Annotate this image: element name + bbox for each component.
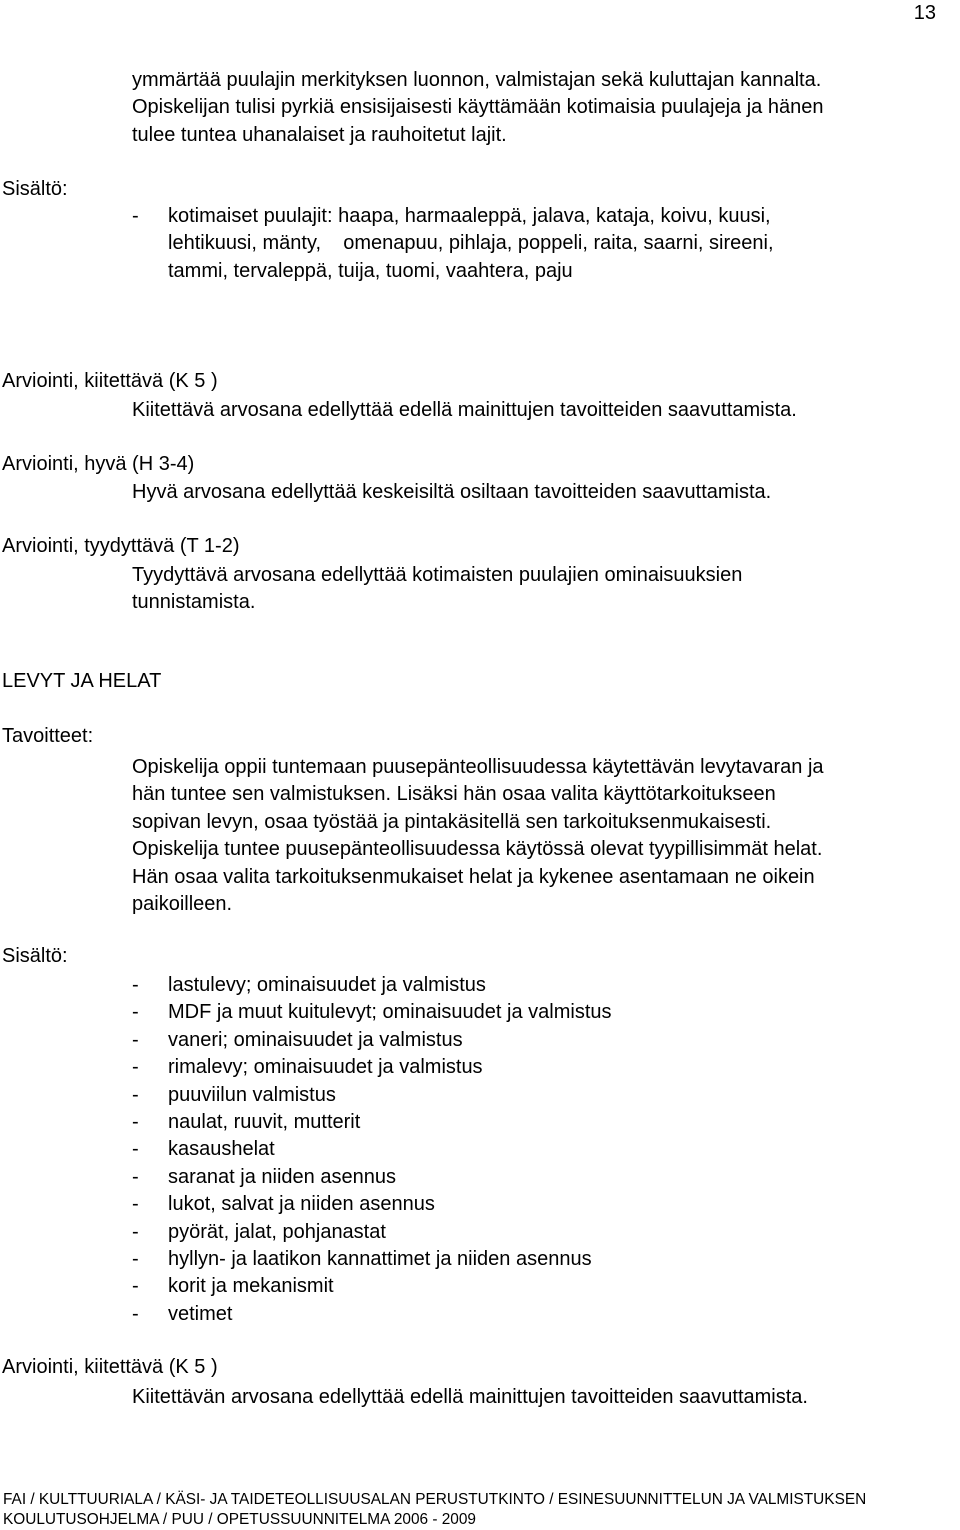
list-item: - kasaushelat <box>132 1138 275 1161</box>
goals-label: Tavoitteet: <box>2 725 94 747</box>
list-item: - korit ja mekanismit <box>132 1275 334 1298</box>
list-item: - pyörät, jalat, pohjanastat <box>132 1220 386 1243</box>
list-item: - vaneri; ominaisuudet ja valmistus <box>132 1028 463 1051</box>
assessment-heading: Arviointi, tyydyttävä (T 1-2) <box>2 535 240 557</box>
list-item-continuation: tammi, tervaleppä, tuija, tuomi, vaahtera, paju <box>168 259 573 282</box>
assessment-text: Kiitettävän arvosana edellyttää edellä mainittujen tavoitteiden saavuttamista. <box>132 1386 808 1408</box>
assessment-heading: Arviointi, hyvä (H 3-4) <box>2 453 195 475</box>
list-item: - kotimaiset puulajit: haapa, harmaaleppä, jalava, kataja, koivu, kuusi, <box>132 203 774 230</box>
content-list <box>132 972 612 1328</box>
list-item: - MDF ja muut kuitulevyt; ominaisuudet ja valmistus <box>132 1001 612 1024</box>
section-title: LEVYT JA HELAT <box>2 670 162 692</box>
list-item: - saranat ja niiden asennus <box>132 1165 396 1188</box>
intro-line: tulee tuntea uhanalaiset ja rauhoitetut lajit. <box>132 123 507 146</box>
assessment-text: Kiitettävä arvosana edellyttää edellä mainittujen tavoitteiden saavuttamista. <box>132 399 797 421</box>
intro-line: ymmärtää puulajin merkityksen luonnon, valmistajan sekä kuluttajan kannalta. <box>132 69 822 91</box>
assessment-text: Hyvä arvosana edellyttää keskeisiltä osiltaan tavoitteiden saavuttamista. <box>132 481 772 503</box>
intro-line: Opiskelijan tulisi pyrkiä ensisijaisesti käyttämään kotimaisia puulajeja ja hänen <box>132 96 824 119</box>
content-label: Sisältö: <box>2 178 68 200</box>
assessment-heading: Arviointi, kiitettävä (K 5 ) <box>2 1356 218 1378</box>
list-item: - puuviilun valmistus <box>132 1083 336 1106</box>
list-item: - vetimet <box>132 1302 233 1325</box>
page-number: 13 <box>913 2 936 24</box>
content-list <box>132 203 774 285</box>
list-item: - hyllyn- ja laatikon kannattimet ja niiden asennus <box>132 1248 592 1271</box>
assessment-heading: Arviointi, kiitettävä (K 5 ) <box>2 370 218 392</box>
list-item: - naulat, ruuvit, mutterit <box>132 1111 361 1134</box>
assessment-text: Tyydyttävä arvosana edellyttää kotimaisten puulajien ominaisuuksien tunnistamista. <box>132 564 743 614</box>
footer-line: FAI / KULTTUURIALA / KÄSI- JA TAIDETEOLLISUUSALAN PERUSTUTKINTO / ESINESUUNNITTELUN JA VALMISTUKSEN <box>3 1491 867 1508</box>
list-item: - lastulevy; ominaisuudet ja valmistus <box>132 974 486 996</box>
list-item: - rimalevy; ominaisuudet ja valmistus <box>132 1056 483 1079</box>
intro-paragraph <box>132 67 823 149</box>
list-item-continuation: lehtikuusi, mänty, omenapuu, pihlaja, poppeli, raita, saarni, sireeni, <box>168 232 774 255</box>
footer-line: KOULUTUSOHJELMA / PUU / OPETUSSUUNNITELMA 2006 - 2009 <box>3 1511 476 1528</box>
goals-paragraph: Opiskelija oppii tuntemaan puusepänteollisuudessa käytettävän levytavaran ja hän tuntee sen valmistuksen. Lisäksi hän osaa valita käyttötarkoitukseen sopivan levyn, osaa työstää ja pintakäsitellä sen tarkoituksenmukaisesti. Opiskelija tuntee puusepänteollisuudessa käytössä olevat tyypillisimmät helat. Hän osaa valita tarkoituksenmukaiset helat ja kykenee asentamaan ne oikein paikoilleen. <box>132 756 824 916</box>
footer <box>3 1490 866 1530</box>
content-label: Sisältö: <box>2 945 68 967</box>
dash: - <box>132 205 139 227</box>
list-item: - lukot, salvat ja niiden asennus <box>132 1193 435 1216</box>
